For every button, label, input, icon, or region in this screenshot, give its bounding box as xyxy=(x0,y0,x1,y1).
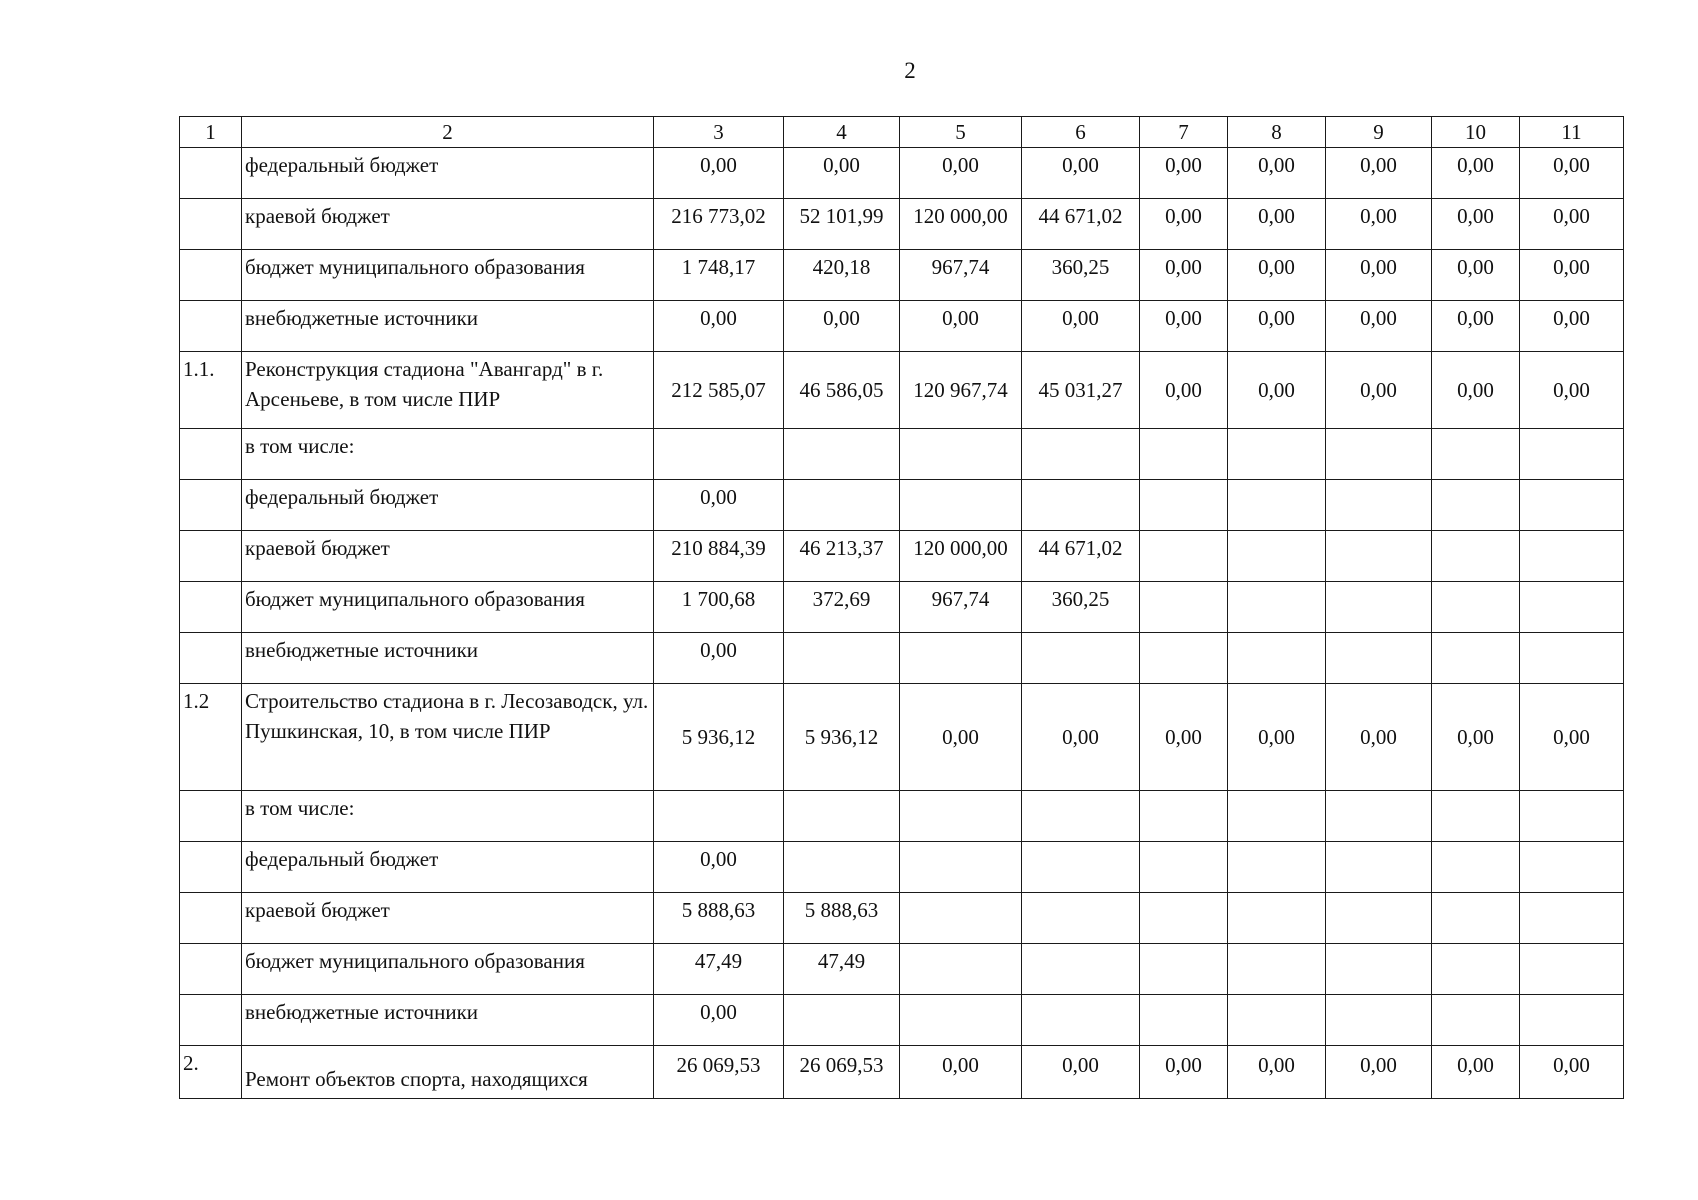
value-cell: 47,49 xyxy=(654,944,784,995)
value-cell: 0,00 xyxy=(1326,148,1432,199)
table-row xyxy=(180,352,1624,429)
value-cell xyxy=(900,633,1022,684)
value-cell: 5 888,63 xyxy=(654,893,784,944)
value-cell: 0,00 xyxy=(1432,684,1520,791)
value-cell: 212 585,07 xyxy=(654,352,784,429)
value-cell xyxy=(1228,480,1326,531)
table-row xyxy=(180,301,1624,352)
value-cell: 0,00 xyxy=(654,148,784,199)
value-cell: 0,00 xyxy=(1022,684,1140,791)
table-row xyxy=(180,944,1624,995)
header-cell: 2 xyxy=(242,117,654,148)
row-number-cell xyxy=(180,301,242,352)
value-cell xyxy=(654,429,784,480)
value-cell: 0,00 xyxy=(1520,250,1624,301)
value-cell: 1 748,17 xyxy=(654,250,784,301)
table-row xyxy=(180,893,1624,944)
header-cell: 9 xyxy=(1326,117,1432,148)
value-cell xyxy=(1432,893,1520,944)
value-cell: 0,00 xyxy=(900,301,1022,352)
value-cell: 0,00 xyxy=(1432,148,1520,199)
value-cell xyxy=(1022,791,1140,842)
value-cell: 0,00 xyxy=(1022,301,1140,352)
value-cell xyxy=(1140,429,1228,480)
value-cell xyxy=(1228,842,1326,893)
value-cell xyxy=(1228,531,1326,582)
value-cell: 420,18 xyxy=(784,250,900,301)
row-number-cell xyxy=(180,582,242,633)
table-row xyxy=(180,199,1624,250)
value-cell: 0,00 xyxy=(1326,684,1432,791)
table-row xyxy=(180,480,1624,531)
value-cell xyxy=(784,633,900,684)
row-number-cell: 1.2 xyxy=(180,684,242,791)
value-cell xyxy=(1520,582,1624,633)
value-cell xyxy=(1326,842,1432,893)
value-cell: 0,00 xyxy=(1140,684,1228,791)
value-cell xyxy=(900,791,1022,842)
value-cell xyxy=(1432,531,1520,582)
table-row xyxy=(180,791,1624,842)
row-number-cell xyxy=(180,429,242,480)
value-cell xyxy=(1228,995,1326,1046)
value-cell: 360,25 xyxy=(1022,250,1140,301)
row-number-cell xyxy=(180,199,242,250)
value-cell xyxy=(1228,429,1326,480)
row-number-cell xyxy=(180,893,242,944)
table-row xyxy=(180,429,1624,480)
value-cell: 0,00 xyxy=(1140,301,1228,352)
value-cell xyxy=(1140,633,1228,684)
value-cell: 0,00 xyxy=(1228,301,1326,352)
value-cell xyxy=(1228,582,1326,633)
value-cell: 0,00 xyxy=(1228,1046,1326,1099)
value-cell: 0,00 xyxy=(1520,199,1624,250)
header-cell: 11 xyxy=(1520,117,1624,148)
value-cell xyxy=(1326,893,1432,944)
value-cell xyxy=(1520,480,1624,531)
value-cell: 44 671,02 xyxy=(1022,199,1140,250)
value-cell: 0,00 xyxy=(1140,250,1228,301)
row-number-cell xyxy=(180,633,242,684)
value-cell xyxy=(1432,582,1520,633)
value-cell: 0,00 xyxy=(1022,148,1140,199)
value-cell xyxy=(1140,944,1228,995)
row-name-cell: внебюджетные источники xyxy=(242,633,654,684)
row-name-cell: внебюджетные источники xyxy=(242,995,654,1046)
table-row xyxy=(180,995,1624,1046)
header-cell: 5 xyxy=(900,117,1022,148)
value-cell: 0,00 xyxy=(1432,199,1520,250)
value-cell xyxy=(1140,842,1228,893)
value-cell xyxy=(1022,893,1140,944)
value-cell xyxy=(1022,480,1140,531)
value-cell xyxy=(1520,842,1624,893)
value-cell: 0,00 xyxy=(784,301,900,352)
value-cell xyxy=(1326,480,1432,531)
value-cell xyxy=(1520,429,1624,480)
value-cell xyxy=(1520,893,1624,944)
value-cell xyxy=(1140,995,1228,1046)
value-cell xyxy=(1432,429,1520,480)
value-cell: 120 000,00 xyxy=(900,531,1022,582)
value-cell xyxy=(784,791,900,842)
value-cell xyxy=(654,791,784,842)
value-cell: 0,00 xyxy=(784,148,900,199)
value-cell: 0,00 xyxy=(1228,684,1326,791)
row-name-cell: федеральный бюджет xyxy=(242,148,654,199)
value-cell: 216 773,02 xyxy=(654,199,784,250)
value-cell: 26 069,53 xyxy=(654,1046,784,1099)
value-cell: 0,00 xyxy=(1140,1046,1228,1099)
value-cell xyxy=(1022,995,1140,1046)
value-cell xyxy=(1432,791,1520,842)
row-name-cell: в том числе: xyxy=(242,791,654,842)
value-cell: 0,00 xyxy=(1520,1046,1624,1099)
value-cell: 372,69 xyxy=(784,582,900,633)
value-cell xyxy=(1140,791,1228,842)
value-cell: 0,00 xyxy=(900,684,1022,791)
value-cell: 0,00 xyxy=(654,842,784,893)
header-row xyxy=(180,117,1624,148)
value-cell xyxy=(900,842,1022,893)
value-cell xyxy=(1022,944,1140,995)
row-name-cell: федеральный бюджет xyxy=(242,842,654,893)
value-cell xyxy=(784,429,900,480)
table-row xyxy=(180,1046,1624,1099)
value-cell xyxy=(784,995,900,1046)
value-cell: 46 586,05 xyxy=(784,352,900,429)
header-cell: 8 xyxy=(1228,117,1326,148)
value-cell: 1 700,68 xyxy=(654,582,784,633)
header-cell: 7 xyxy=(1140,117,1228,148)
value-cell: 0,00 xyxy=(1432,301,1520,352)
value-cell xyxy=(784,842,900,893)
value-cell xyxy=(1228,893,1326,944)
value-cell xyxy=(1520,633,1624,684)
value-cell: 120 967,74 xyxy=(900,352,1022,429)
value-cell: 0,00 xyxy=(1326,1046,1432,1099)
value-cell: 0,00 xyxy=(1326,199,1432,250)
value-cell xyxy=(1326,582,1432,633)
value-cell xyxy=(784,480,900,531)
value-cell xyxy=(1022,633,1140,684)
row-number-cell xyxy=(180,995,242,1046)
header-cell: 3 xyxy=(654,117,784,148)
value-cell: 0,00 xyxy=(654,995,784,1046)
row-number-cell xyxy=(180,480,242,531)
value-cell: 0,00 xyxy=(1520,301,1624,352)
value-cell: 120 000,00 xyxy=(900,199,1022,250)
value-cell: 0,00 xyxy=(1228,199,1326,250)
value-cell: 46 213,37 xyxy=(784,531,900,582)
budget-table xyxy=(179,116,1624,1099)
value-cell: 0,00 xyxy=(1326,301,1432,352)
value-cell: 967,74 xyxy=(900,582,1022,633)
value-cell: 360,25 xyxy=(1022,582,1140,633)
value-cell: 967,74 xyxy=(900,250,1022,301)
value-cell: 0,00 xyxy=(900,148,1022,199)
table-row xyxy=(180,148,1624,199)
value-cell xyxy=(1520,531,1624,582)
value-cell xyxy=(1022,842,1140,893)
value-cell xyxy=(1520,944,1624,995)
row-number-cell xyxy=(180,250,242,301)
row-number-cell xyxy=(180,791,242,842)
value-cell: 0,00 xyxy=(900,1046,1022,1099)
value-cell: 26 069,53 xyxy=(784,1046,900,1099)
value-cell xyxy=(1022,429,1140,480)
value-cell: 0,00 xyxy=(1432,1046,1520,1099)
value-cell: 0,00 xyxy=(1228,148,1326,199)
value-cell xyxy=(1432,995,1520,1046)
value-cell xyxy=(1228,791,1326,842)
value-cell: 0,00 xyxy=(654,301,784,352)
value-cell xyxy=(1432,944,1520,995)
value-cell: 45 031,27 xyxy=(1022,352,1140,429)
row-name-cell: бюджет муниципального образования xyxy=(242,250,654,301)
header-cell: 6 xyxy=(1022,117,1140,148)
value-cell: 0,00 xyxy=(654,480,784,531)
value-cell: 0,00 xyxy=(1228,352,1326,429)
value-cell: 0,00 xyxy=(1326,250,1432,301)
value-cell xyxy=(1432,633,1520,684)
row-name-cell: краевой бюджет xyxy=(242,893,654,944)
value-cell xyxy=(1326,791,1432,842)
row-name-cell: бюджет муниципального образования xyxy=(242,944,654,995)
table-row xyxy=(180,250,1624,301)
value-cell: 0,00 xyxy=(1432,352,1520,429)
value-cell: 47,49 xyxy=(784,944,900,995)
value-cell: 0,00 xyxy=(1520,352,1624,429)
value-cell: 0,00 xyxy=(1140,148,1228,199)
value-cell: 0,00 xyxy=(1432,250,1520,301)
value-cell: 5 888,63 xyxy=(784,893,900,944)
row-number-cell: 1.1. xyxy=(180,352,242,429)
value-cell xyxy=(900,944,1022,995)
row-name-cell: Строительство стадиона в г. Лесозаводск, ул. Пушкинская, 10, в том числе ПИР xyxy=(242,684,654,791)
value-cell: 210 884,39 xyxy=(654,531,784,582)
header-cell: 1 xyxy=(180,117,242,148)
value-cell xyxy=(900,995,1022,1046)
value-cell: 5 936,12 xyxy=(784,684,900,791)
value-cell xyxy=(1520,791,1624,842)
value-cell: 5 936,12 xyxy=(654,684,784,791)
table-row xyxy=(180,842,1624,893)
row-name-cell: Ремонт объектов спорта, находящихся xyxy=(242,1046,654,1099)
table-row xyxy=(180,684,1624,791)
value-cell: 0,00 xyxy=(1520,684,1624,791)
table-row xyxy=(180,531,1624,582)
value-cell: 44 671,02 xyxy=(1022,531,1140,582)
value-cell xyxy=(1326,429,1432,480)
value-cell xyxy=(1140,480,1228,531)
value-cell xyxy=(1140,893,1228,944)
value-cell: 0,00 xyxy=(1140,352,1228,429)
value-cell xyxy=(900,893,1022,944)
row-name-cell: краевой бюджет xyxy=(242,531,654,582)
table-row xyxy=(180,582,1624,633)
value-cell xyxy=(1228,633,1326,684)
value-cell xyxy=(1140,582,1228,633)
row-number-cell xyxy=(180,148,242,199)
value-cell xyxy=(1326,944,1432,995)
page-number: 2 xyxy=(904,58,916,83)
value-cell: 0,00 xyxy=(1520,148,1624,199)
value-cell: 0,00 xyxy=(1326,352,1432,429)
value-cell xyxy=(1432,480,1520,531)
value-cell xyxy=(1432,842,1520,893)
row-number-cell xyxy=(180,842,242,893)
row-number-cell: 2. xyxy=(180,1046,242,1099)
header-cell: 4 xyxy=(784,117,900,148)
value-cell: 0,00 xyxy=(654,633,784,684)
value-cell xyxy=(1326,531,1432,582)
table-row xyxy=(180,633,1624,684)
row-name-cell: в том числе: xyxy=(242,429,654,480)
row-name-cell: внебюджетные источники xyxy=(242,301,654,352)
value-cell xyxy=(900,429,1022,480)
value-cell xyxy=(1326,995,1432,1046)
value-cell: 0,00 xyxy=(1022,1046,1140,1099)
value-cell xyxy=(900,480,1022,531)
row-name-cell: бюджет муниципального образования xyxy=(242,582,654,633)
row-number-cell xyxy=(180,944,242,995)
row-number-cell xyxy=(180,531,242,582)
header-cell: 10 xyxy=(1432,117,1520,148)
value-cell: 0,00 xyxy=(1228,250,1326,301)
value-cell: 52 101,99 xyxy=(784,199,900,250)
row-name-cell: краевой бюджет xyxy=(242,199,654,250)
value-cell xyxy=(1520,995,1624,1046)
row-name-cell: федеральный бюджет xyxy=(242,480,654,531)
value-cell xyxy=(1140,531,1228,582)
value-cell xyxy=(1326,633,1432,684)
value-cell: 0,00 xyxy=(1140,199,1228,250)
value-cell xyxy=(1228,944,1326,995)
row-name-cell: Реконструкция стадиона "Авангард" в г. Арсеньеве, в том числе ПИР xyxy=(242,352,654,429)
